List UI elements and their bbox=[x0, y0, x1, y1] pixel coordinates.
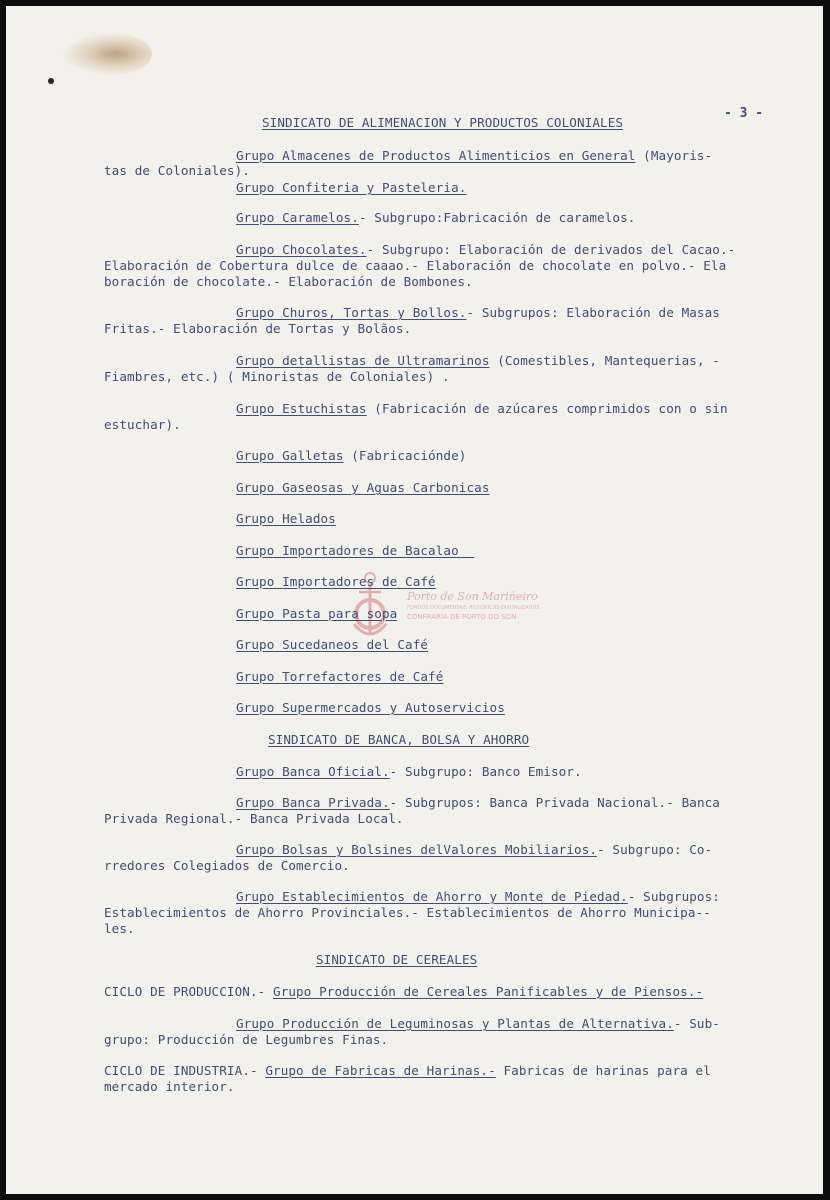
underlined-heading: Grupo Churos, Tortas y Bollos. bbox=[236, 305, 467, 320]
underlined-heading: Grupo de Fabricas de Harinas.- bbox=[265, 1063, 496, 1078]
text-segment: rredores Colegiados de Comercio. bbox=[104, 858, 350, 873]
text-segment: - Subgrupo: Banco Emisor. bbox=[389, 764, 582, 779]
text-segment: grupo: Producción de Legumbres Finas. bbox=[104, 1032, 389, 1047]
text-line bbox=[236, 448, 466, 463]
underlined-heading: Grupo Galletas bbox=[236, 448, 344, 463]
text-line bbox=[236, 574, 436, 589]
underlined-heading: Grupo Helados bbox=[236, 511, 336, 526]
text-line bbox=[236, 480, 490, 495]
text-line bbox=[104, 905, 711, 920]
underlined-heading: SINDICATO DE CEREALES bbox=[316, 952, 478, 967]
text-segment: (Fabricaciónde) bbox=[343, 448, 467, 463]
text-segment: Establecimientos de Ahorro Provinciales.- Establecimientos de Ahorro Municipa-- bbox=[104, 905, 711, 920]
text-segment: - Sub- bbox=[673, 1016, 720, 1031]
underlined-heading: Grupo Supermercados y Autoservicios bbox=[236, 700, 505, 715]
text-line bbox=[104, 984, 703, 999]
text-segment: (Comestibles, Mantequerias, - bbox=[489, 353, 720, 368]
text-segment: Fiambres, etc.) ( Minoristas de Coloniales) . bbox=[104, 369, 450, 384]
text-line bbox=[236, 148, 712, 163]
underlined-heading: Grupo Caramelos. bbox=[236, 210, 359, 225]
underlined-heading: Grupo Importadores de Café bbox=[236, 574, 436, 589]
text-segment: boración de chocolate.- Elaboración de Bombones. bbox=[104, 274, 473, 289]
text-line bbox=[236, 242, 735, 257]
text-segment: - Subgrupo:Fabricación de caramelos. bbox=[358, 210, 636, 225]
underlined-heading: SINDICATO DE BANCA, BOLSA Y AHORRO bbox=[268, 732, 530, 747]
text-line bbox=[104, 811, 404, 826]
underlined-heading: Grupo Pasta para sopa bbox=[236, 606, 398, 621]
text-line bbox=[236, 401, 728, 416]
underlined-heading: Grupo Establecimientos de Ahorro y Monte de Piedad. bbox=[236, 889, 628, 904]
text-line bbox=[236, 210, 635, 225]
text-segment: mercado interior. bbox=[104, 1079, 235, 1094]
underlined-heading: Grupo Almacenes de Productos Alimenticios en General bbox=[236, 148, 636, 163]
text-line bbox=[236, 795, 720, 810]
text-line bbox=[236, 842, 712, 857]
text-line bbox=[236, 353, 720, 368]
underlined-heading: Grupo Gaseosas y Aguas Carbonicas bbox=[236, 480, 490, 495]
underlined-heading: Grupo Importadores de Bacalao bbox=[236, 543, 475, 558]
text-line bbox=[236, 606, 397, 621]
text-line bbox=[104, 163, 250, 178]
watermark-title: Porto de Son Mariñeiro bbox=[407, 590, 538, 603]
watermark-org: CONFRARÍA DE PORTO DO SON bbox=[407, 613, 517, 621]
text-line bbox=[104, 1032, 388, 1047]
underlined-heading: Grupo Estuchistas bbox=[236, 401, 367, 416]
text-line bbox=[104, 321, 411, 336]
underlined-heading: Grupo Confiteria y Pasteleria. bbox=[236, 180, 467, 195]
text-line bbox=[236, 543, 474, 558]
text-segment: - Subgrupos: Banca Privada Nacional.- Banca bbox=[389, 795, 720, 810]
text-line bbox=[316, 952, 477, 967]
text-segment: Elaboración de Cobertura dulce de caaao.- Elaboración de chocolate en polvo.- Ela bbox=[104, 258, 727, 273]
text-segment: estuchar). bbox=[104, 417, 181, 432]
text-segment: les. bbox=[104, 921, 135, 936]
text-line bbox=[236, 511, 336, 526]
text-segment: (Mayoris- bbox=[635, 148, 713, 163]
text-segment: SINDICATO DE ALIMENACION Y PRODUCTOS COLONIALES bbox=[262, 115, 624, 130]
text-segment: CICLO DE INDUSTRIA.- bbox=[104, 1063, 266, 1078]
watermark-subtitle: FONDOS DOCUMENTAIS HISTÓRICOS DIXITALIZADOS bbox=[407, 605, 540, 611]
text-line bbox=[268, 732, 529, 747]
text-segment: (Fabricación de azúcares comprimidos con o sin bbox=[366, 401, 728, 416]
text-segment: Fritas.- Elaboración de Tortas y Bolãos. bbox=[104, 321, 412, 336]
text-line bbox=[104, 858, 350, 873]
text-segment: Privada Regional.- Banca Privada Local. bbox=[104, 811, 404, 826]
ink-dot bbox=[48, 78, 54, 84]
text-segment: - Subgrupos: bbox=[627, 889, 720, 904]
underlined-heading: Grupo Torrefactores de Café bbox=[236, 669, 444, 684]
text-line bbox=[262, 115, 623, 130]
text-segment: CICLO DE PRODUCCION.- bbox=[104, 984, 274, 999]
document-page bbox=[6, 6, 823, 1194]
text-line bbox=[104, 369, 450, 384]
text-line bbox=[104, 1079, 235, 1094]
underlined-heading: Grupo detallistas de Ultramarinos bbox=[236, 353, 490, 368]
text-line bbox=[104, 417, 181, 432]
underlined-heading: Grupo Chocolates. bbox=[236, 242, 367, 257]
text-line bbox=[236, 180, 466, 195]
text-segment: - Subgrupos: Elaboración de Masas bbox=[466, 305, 720, 320]
text-line bbox=[104, 921, 135, 936]
underlined-heading: Grupo Producción de Leguminosas y Plantas de Alternativa. bbox=[236, 1016, 674, 1031]
text-line bbox=[236, 889, 720, 904]
text-segment: - Subgrupo: Co- bbox=[597, 842, 713, 857]
text-segment: tas de Coloniales). bbox=[104, 163, 250, 178]
underlined-heading: Grupo Banca Privada. bbox=[236, 795, 390, 810]
text-line bbox=[236, 637, 428, 652]
text-line bbox=[236, 1016, 720, 1031]
text-segment: Fabricas de harinas para el bbox=[495, 1063, 711, 1078]
text-line bbox=[104, 258, 726, 273]
text-line bbox=[104, 274, 473, 289]
text-line bbox=[236, 669, 443, 684]
underlined-heading: Grupo Producción de Cereales Panificables y de Piensos.- bbox=[273, 984, 704, 999]
underlined-heading: Grupo Banca Oficial. bbox=[236, 764, 390, 779]
text-line bbox=[104, 1063, 711, 1078]
underlined-heading: Grupo Bolsas y Bolsines delValores Mobiliarios. bbox=[236, 842, 598, 857]
text-line bbox=[236, 764, 582, 779]
text-segment: - Subgrupo: Elaboración de derivados del Cacao.- bbox=[366, 242, 736, 257]
text-line bbox=[236, 700, 505, 715]
underlined-heading: Grupo Sucedaneos del Café bbox=[236, 637, 429, 652]
stain-mark bbox=[62, 32, 152, 76]
text-line bbox=[236, 305, 720, 320]
page-number: - 3 - bbox=[724, 106, 764, 121]
